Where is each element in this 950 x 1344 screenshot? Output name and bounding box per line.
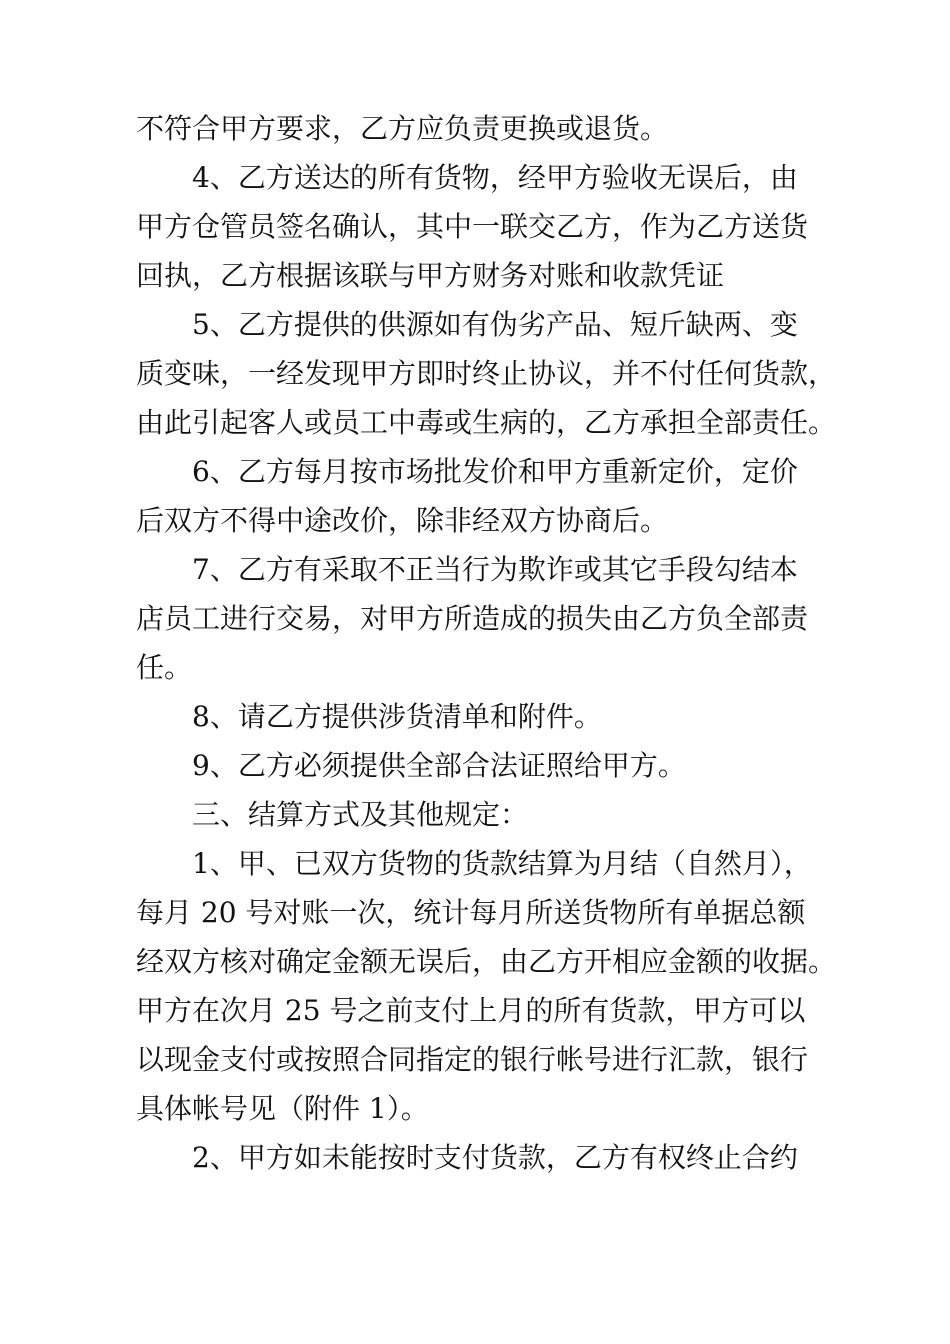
settlement-clause-1-line: 1、甲、已双方货物的货款结算为月结（自然月）， bbox=[192, 847, 812, 880]
text-line: 由此引起客人或员工中毒或生病的，乙方承担全部责任。 bbox=[136, 406, 837, 439]
document-body bbox=[136, 104, 856, 1182]
text-line: 回执，乙方根据该联与甲方财务对账和收款凭证 bbox=[136, 259, 725, 292]
clause-8-line: 8、请乙方提供涉货清单和附件。 bbox=[192, 700, 602, 733]
clause-9-line: 9、乙方必须提供全部合法证照给甲方。 bbox=[192, 749, 686, 782]
clause-5-line: 5、乙方提供的供源如有伪劣产品、短斤缺两、变 bbox=[192, 308, 798, 341]
text-line: 以现金支付或按照合同指定的银行帐号进行汇款，银行 bbox=[136, 1043, 809, 1076]
text-line: 经双方核对确定金额无误后，由乙方开相应金额的收据。 bbox=[136, 945, 837, 978]
clause-6-line: 6、乙方每月按市场批发价和甲方重新定价，定价 bbox=[192, 455, 798, 488]
text-line: 任。 bbox=[136, 651, 193, 684]
text-line: 每月 20 号对账一次，统计每月所送货物所有单据总额 bbox=[136, 896, 806, 929]
text-line: 店员工进行交易，对甲方所造成的损失由乙方负全部责 bbox=[136, 602, 809, 635]
text-line: 后双方不得中途改价，除非经双方协商后。 bbox=[136, 504, 669, 537]
text-line: 不符合甲方要求，乙方应负责更换或退货。 bbox=[136, 112, 669, 145]
text-line: 甲方仓管员签名确认，其中一联交乙方，作为乙方送货 bbox=[136, 210, 809, 243]
clause-7-line: 7、乙方有采取不正当行为欺诈或其它手段勾结本 bbox=[192, 553, 798, 586]
section-3-heading: 三、结算方式及其他规定： bbox=[192, 798, 529, 831]
text-line: 具体帐号见（附件 1）。 bbox=[136, 1092, 429, 1125]
text-line: 甲方在次月 25 号之前支付上月的所有货款，甲方可以 bbox=[136, 994, 806, 1027]
settlement-clause-2-line: 2、甲方如未能按时支付货款，乙方有权终止合约 bbox=[192, 1141, 798, 1174]
clause-4-line: 4、乙方送达的所有货物，经甲方验收无误后，由 bbox=[192, 161, 798, 194]
text-line: 质变味，一经发现甲方即时终止协议，并不付任何货款， bbox=[136, 357, 837, 390]
